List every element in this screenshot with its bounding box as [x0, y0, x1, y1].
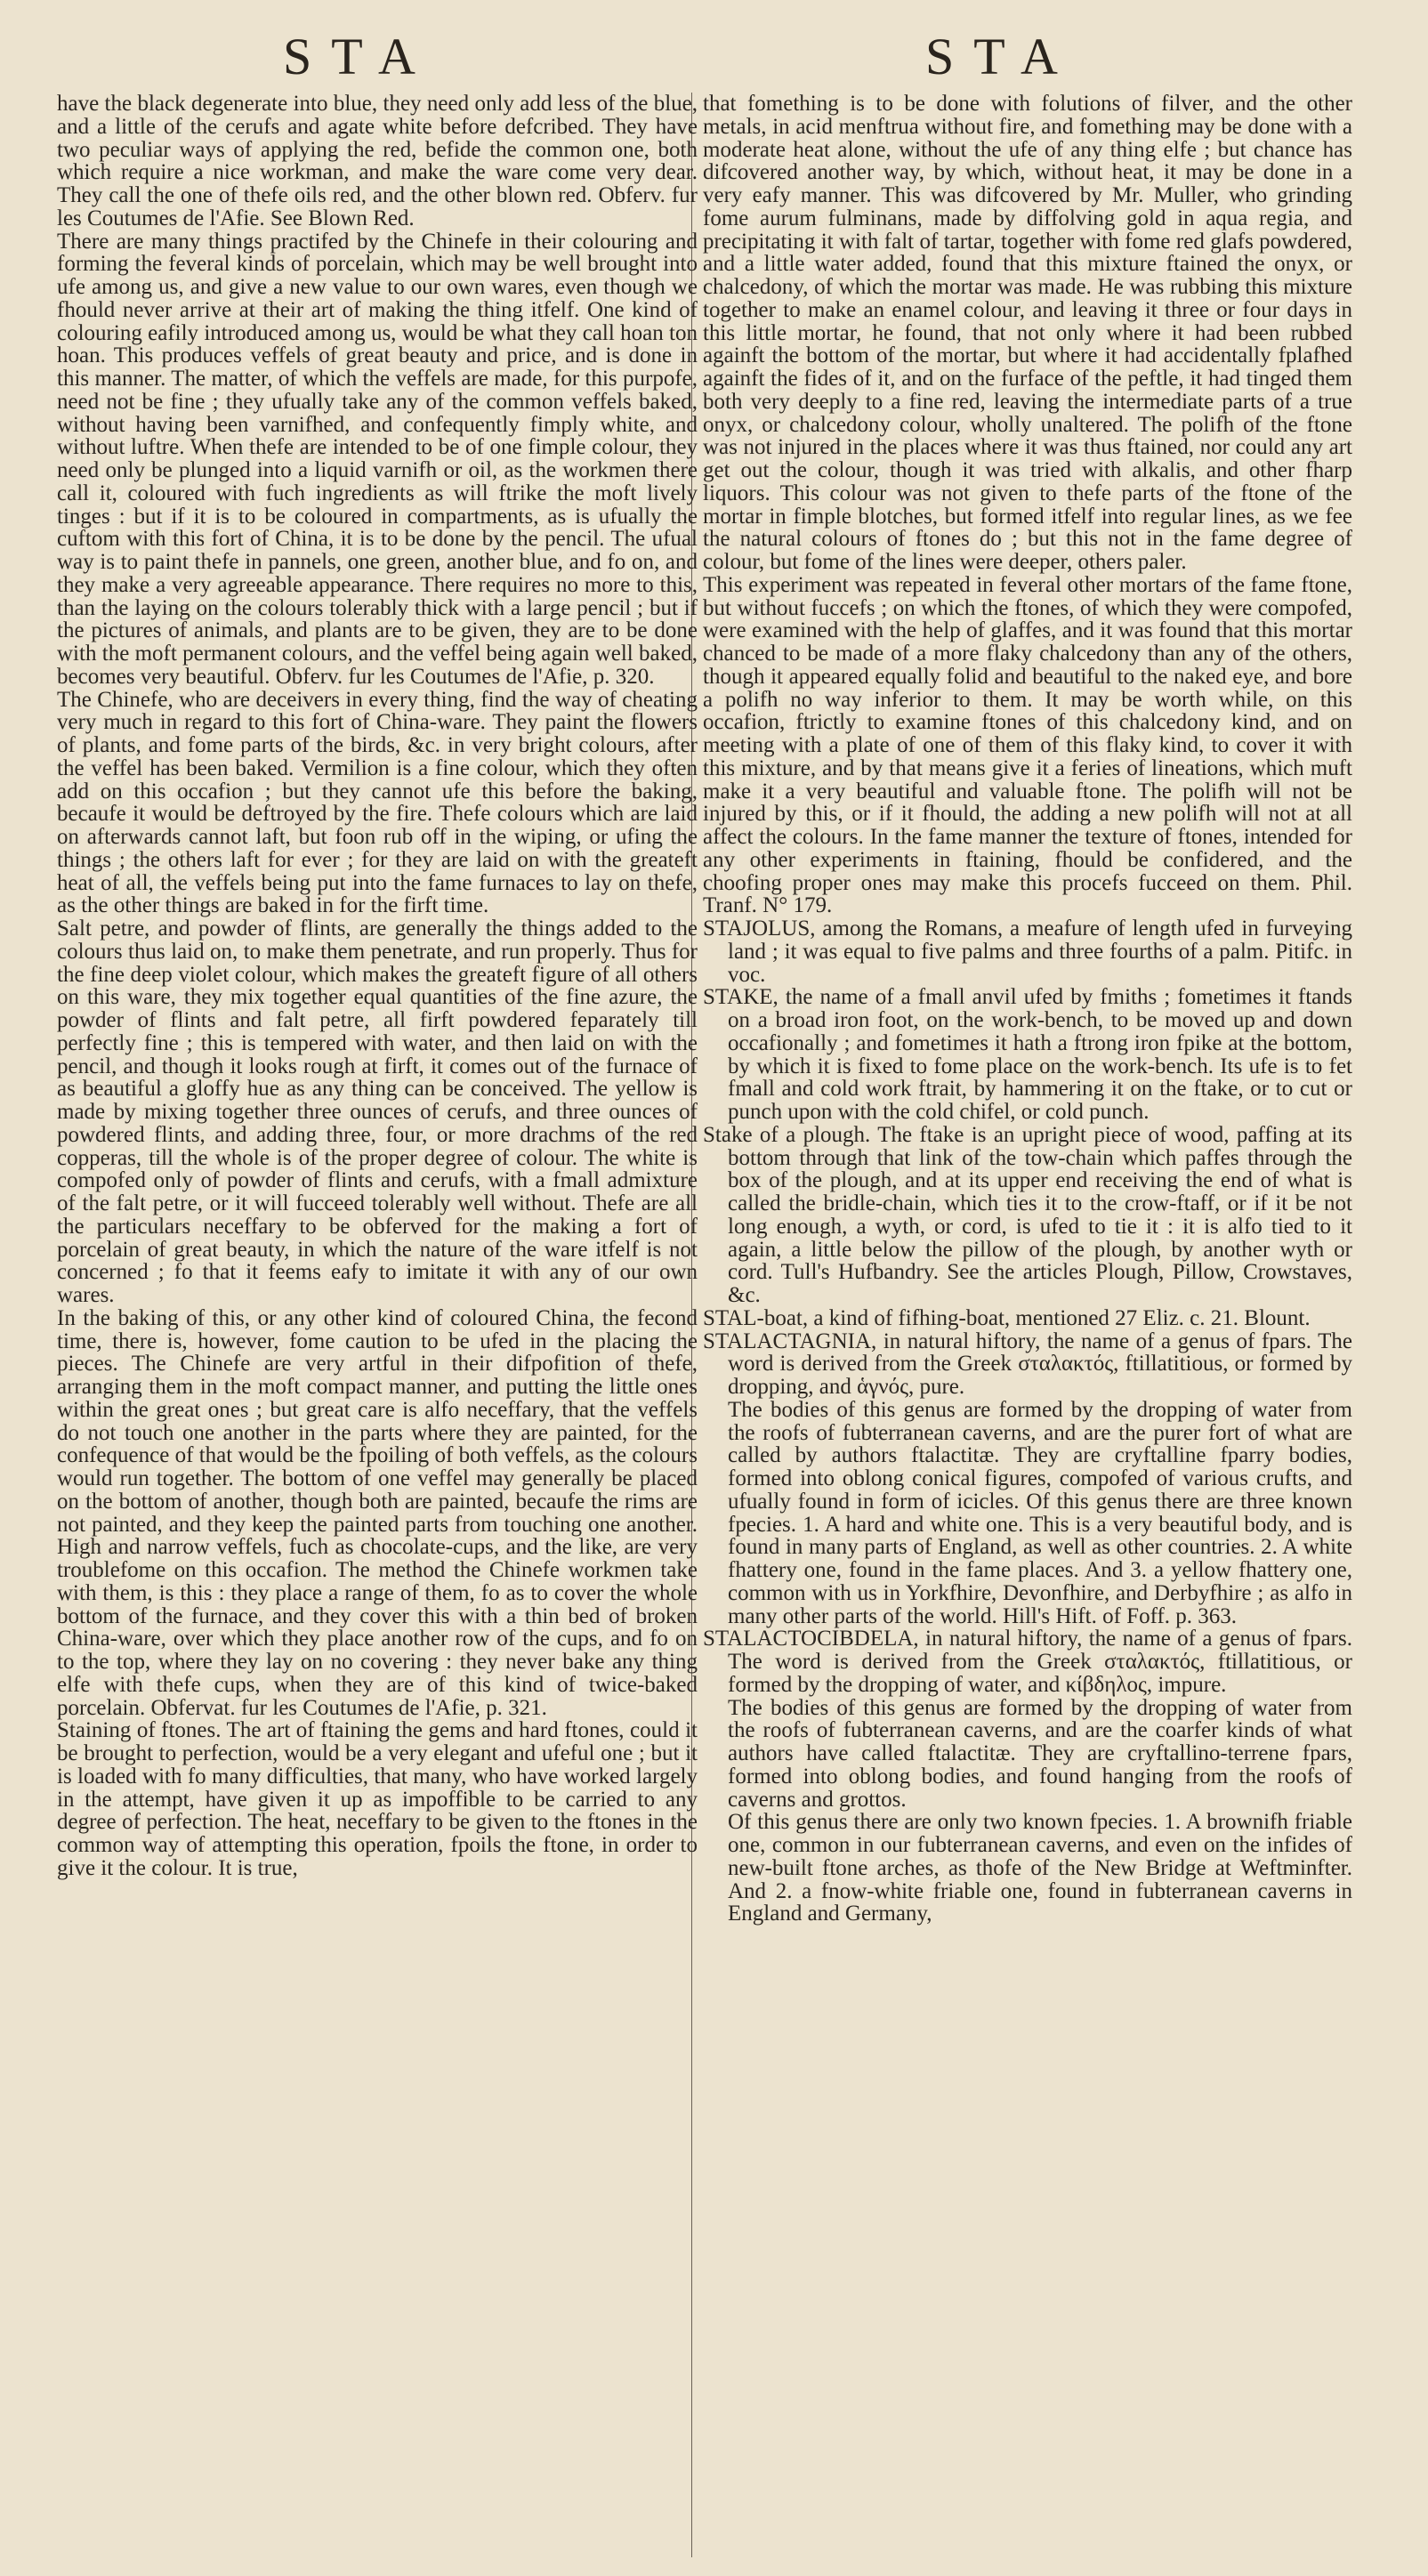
left-column: [57, 93, 698, 1880]
paragraph: that fomething is to be done with folutions of filver, and the other metals, in acid menftrua without fire, and fomething may be done with a moderate heat alone, without the ufe of any thing elfe ; but chance has difcovered another way, by which, without heat, it may be done in a very eafy manner. This was difcovered by Mr. Muller, who grinding fome aurum fulminans, made by diffolving gold in aqua regia, and precipitating it with falt of tartar, together with fome red glafs powdered, and a little water added, found that this mixture ftained the onyx, or chalcedony, of which the mortar was made. He was rubbing this mixture together to make an enamel colour, and leaving it three or four days in this little mortar, he found, that not only where it had been rubbed againft the bottom of the mortar, but where it had accidentally fplafhed againft the fides of it, and on the furface of the peftle, it had tinged them both very deeply to a fine red, leaving the intermediate parts of a true onyx, or chalcedony colour, wholly unaltered. The polifh of the ftone was not injured in the places where it was thus ftained, nor could any art get out the colour, though it was tried with alkalis, and other fharp liquors. This colour was not given to thefe parts of the ftone of the mortar in fimple blotches, but formed itfelf into regular lines, as we fee the natural colours of ftones do ; but this not in the fame degree of colour, but fome of the lines were deeper, others paler.: [703, 92, 1352, 574]
entry-stake: STAKE, the name of a fmall anvil ufed by fmiths ; fometimes it ftands on a broad iron foot, on the work-bench, to be moved up and down occafionally ; and fometimes it hath a ftrong iron fpike at the bottom, by which it is fixed to fome place on the work-bench. Its ufe is to fet fmall and cold work ftrait, by hammering it on the ftake, or to cut or punch upon with the cold chifel, or cold punch.: [703, 985, 1352, 1124]
paragraph: The Chinefe, who are deceivers in every thing, find the way of cheating very much in regard to this fort of China-ware. They paint the flowers of plants, and fome parts of the birds, &c. in very bright colours, after the veffel has been baked. Vermilion is a fine colour, which they often add on this occafion ; but they cannot ufe this before the baking, becaufe it would be deftroyed by the fire. Thefe colours which are laid on afterwards cannot laft, but foon rub off in the wiping, or ufing the things ; the others laft for ever ; for they are laid on with the greateft heat of all, the veffels being put into the fame furnaces to lay on thefe, as the other things are baked in for the firft time.: [57, 687, 698, 918]
right-column: [703, 93, 1352, 1926]
entry-stalactagnia: STALACTAGNIA, in natural hiftory, the name of a genus of fpars. The word is derived from the Greek σταλακτός, ftillatitious, or formed by dropping, and ἁγνός, pure.: [703, 1328, 1352, 1399]
left-running-headword: STA: [283, 28, 435, 85]
right-running-headword: STA: [925, 28, 1077, 85]
paragraph: There are many things practifed by the Chinefe in their colouring and forming the feveral kinds of porcelain, which may be well brought into ufe among us, and give a new value to our own wares, even though we fhould never arrive at their art of making the thing itfelf. One kind of colouring eafily introduced among us, would be what they call hoan ton hoan. This produces veffels of great beauty and price, and is done in this manner. The matter, of which the veffels are made, for this purpofe, need not be fine ; they ufually take any of the common veffels baked, without having been varnifhed, and confequently fimply white, and without luftre. When thefe are intended to be of one fimple colour, they need only be plunged into a liquid varnifh or oil, as the workmen there call it, coloured with fuch ingredients as will ftrike the moft lively tinges : but if it is to be coloured in compartments, as is ufually the cuftom with this fort of China, it is to be done by the pencil. The ufual way is to paint thefe in pannels, one green, another blue, and fo on, and they make a very agreeable appearance. There requires no more to this, than the laying on the colours tolerably thick with a large pencil ; but if the pictures of animals, and plants are to be given, they are to be done with the moft permanent colours, and the veffel being again well baked, becomes very beautiful. Obferv. fur les Coutumes de l'Afie, p. 320.: [57, 229, 698, 689]
paragraph: The bodies of this genus are formed by the dropping of water from the roofs of fubterranean caverns, and are the coarfer kinds of what authors have called ftalactitæ. They are cryftallino-terrene fpars, formed into oblong bodies, and found hanging from the roofs of caverns and grottos.: [728, 1695, 1352, 1812]
paragraph: Salt petre, and powder of flints, are generally the things added to the colours thus laid on, to make them penetrate, and run properly. Thus for the fine deep violet colour, which makes the greateft figure of all others on this ware, they mix together equal quantities of the fine azure, the powder of flints and falt petre, all firft powdered feparately till perfectly fine ; this is tempered with water, and then laid on with the pencil, and though it looks rough at firft, it comes out of the furnace of as beautiful a gloffy hue as any thing can be conceived. The yellow is made by mixing together three ounces of cerufs, and three ounces of powdered flints, and adding three, four, or more drachms of the red copperas, till the whole is of the proper degree of colour. The white is compofed only of powder of flints and cerufs, with a fmall admixture of the falt petre, or it will fucceed tolerably well without. Thefe are all the particulars neceffary to be obferved for the making a fort of porcelain of great beauty, in which the nature of the ware itfelf is not concerned ; fo that it feems eafy to imitate it with any of our own wares.: [57, 917, 698, 1307]
paragraph: Staining of ftones. The art of ftaining the gems and hard ftones, could it be brought to perfection, would be a very elegant and ufeful one ; but it is loaded with fo many difficulties, that many, who have worked largely in the attempt, have given it up as impoffible to be carried to any degree of perfection. The heat, neceffary to be given to the ftones in the common way of attempting this operation, fpoils the ftone, in order to give it the colour. It is true,: [57, 1718, 698, 1880]
paragraph: have the black degenerate into blue, they need only add less of the blue, and a little of the cerufs and agate white before defcribed. They have two peculiar ways of applying the red, befide the common one, both which require a nice workman, and make the ware come very dear. They call the one of thefe oils red, and the other blown red. Obferv. fur les Coutumes de l'Afie. See Blown Red.: [57, 92, 698, 230]
entry-stajolus: STAJOLUS, among the Romans, a meafure of length ufed in furveying land ; it was equal to five palms and three fourths of a palm. Pitifc. in voc.: [703, 917, 1352, 987]
entry-stalactocibdela: STALACTOCIBDELA, in natural hiftory, the name of a genus of fpars. The word is derived from the Greek σταλακτός, ftillatitious, or formed by the dropping of water, and κίβδηλος, impure.: [703, 1627, 1352, 1697]
paragraph: The bodies of this genus are formed by the dropping of water from the roofs of fubterranean caverns, and are the purer fort of what are called by authors ftalactitæ. They are cryftalline fparry bodies, formed into oblong conical figures, compofed of various crufts, and ufually found in form of icicles. Of this genus there are three known fpecies. 1. A hard and white one. This is a very beautiful body, and is found in many parts of England, as well as other countries. 2. A white fhattery one, found in the fame places. And 3. a yellow fhattery one, common with us in Yorkfhire, Devonfhire, and Derbyfhire ; as alfo in many other parts of the world. Hill's Hift. of Foff. p. 363.: [728, 1397, 1352, 1628]
entry-stake-of-a-plough: Stake of a plough. The ftake is an upright piece of wood, paffing at its bottom through that link of the tow-chain which paffes through the box of the plough, and at its upper end receiving the end of what is called the bridle-chain, which ties it to the crow-ftaff, or if it be not long enough, a wyth, or cord, is ufed to tie it : it is alfo tied to it again, a little below the pillow of the plough, by another wyth or cord. Tull's Hufbandry. See the articles Plough, Pillow, Crowstaves, &c.: [703, 1122, 1352, 1307]
entry-stal-boat: STAL-boat, a kind of fifhing-boat, mentioned 27 Eliz. c. 21. Blount.: [703, 1305, 1311, 1330]
paragraph: This experiment was repeated in feveral other mortars of the fame ftone, but without fuccefs ; on which the ftones, of which they were compofed, were examined with the help of glaffes, and it was found that this mortar chanced to be made of a more flaky chalcedony than any of the others, though it appeared equally folid and beautiful to the naked eye, and bore a polifh no way inferior to them. It may be worth while, on this occafion, ftrictly to examine ftones of this chalcedony kind, and on meeting with a plate of one of them of this flaky kind, to cover it with this mixture, and by that means give it a feries of lineations, which muft make it a very beautiful and valuable ftone. The polifh will not be injured by this, or if it fhould, the adding a new polifh will not at all affect the colours. In the fame manner the texture of ftones, intended for any other experiments in ftaining, fhould be confidered, and the choofing proper ones may make this procefs fucceed on them. Phil. Tranf. N° 179.: [703, 572, 1352, 918]
paragraph: Of this genus there are only two known fpecies. 1. A brownifh friable one, common in our fubterranean caverns, and even on the infides of new-built ftone arches, as thofe of the New Bridge at Weftminfter. And 2. a fnow-white friable one, found in fubterranean caverns in England and Germany,: [728, 1810, 1352, 1926]
paragraph: In the baking of this, or any other kind of coloured China, the fecond time, there is, however, fome caution to be ufed in the placing the pieces. The Chinefe are very artful in their difpofition of thefe, arranging them in the moft compact manner, and putting the little ones within the great ones ; but great care is alfo neceffary, that the veffels do not touch one another in the parts where they are painted, for the confequence of that would be the fpoiling of both veffels, as the colours would run together. The bottom of one veffel may generally be placed on the bottom of another, though both are painted, becaufe the rims are not painted, and they keep the painted parts from touching one another. High and narrow veffels, fuch as chocolate-cups, and the like, are very troublefome on this occafion. The method the Chinefe workmen take with them, is this : they place a range of them, fo as to cover the whole bottom of the furnace, and they cover this with a thin bed of broken China-ware, over which they place another row of the cups, and fo on to the top, where they lay on no covering : they never bake any thing elfe with thefe cups, when they are of this kind of twice-baked porcelain. Obfervat. fur les Coutumes de l'Afie, p. 321.: [57, 1305, 698, 1720]
